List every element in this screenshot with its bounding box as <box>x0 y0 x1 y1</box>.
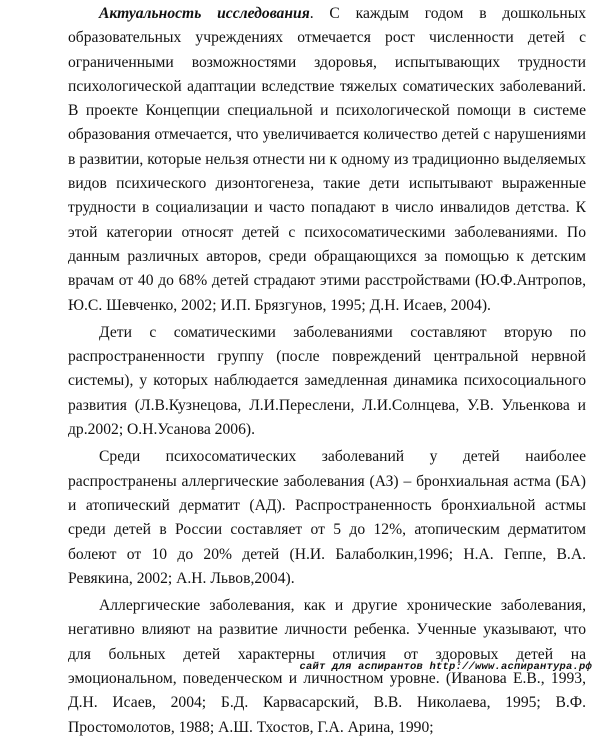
paragraph-allergic-diseases <box>68 445 586 591</box>
paragraph-relevance <box>68 2 586 318</box>
paragraph-text: Дети с соматическими заболеваниями составляют вторую по распространенности группу (после повреждений центральной нервной системы), у которых наблюдается замедленная динамика психосоциального развития (Л.В.Кузнецова, Л.И.Переслени, Л.И.Солнцева, У.В. Ульенкова и др.2002; О.Н.Усанова 2006). <box>68 323 586 439</box>
paragraph-text: Аллергические заболевания, как и другие хронические заболевания, негативно влияют на развитие личности ребенка. Ученные указывают, что для больных детей характерны отличия от здоровых детей на эмоциональном, поведенческом и личностном уровне. (Иванова Е.В., 1993, Д.Н. Исаев, 2004; Б.Д. Карвасарский, В.В. Николаева, 1995; В.Ф. Простомолотов, 1988; А.Ш. Тхостов, Г.А. Арина, 1990; <box>68 597 586 736</box>
paragraph-somatic-children <box>68 321 586 442</box>
paragraph-text: . С каждым годом в дошкольных образовательных учреждениях отмечается рост численности детей с ограниченными возможностями здоровья, испытывающих трудности психологической адаптации вследствие тяжелых соматических заболеваний. В проекте Концепции специальной и психологической помощи в системе образования отмечается, что увеличивается количество детей с нарушениями в развитии, которые нельзя отнести ни к одному из традиционно выделяемых видов психического дизонтогенеза, такие дети испытывают выраженные трудности в социализации и часто попадают в число инвалидов детства. К этой категории относят детей с психосоматическими заболеваниями. По данным различных авторов, среди обращающихся за помощью к детским врачам от 40 до 68% детей страдают этими расстройствами (Ю.Ф.Антропов, Ю.С. Шевченко, 2002; И.П. Брязгунов, 1995; Д.Н. Исаев, 2004). <box>68 5 586 314</box>
paragraph-text: Среди психосоматических заболеваний у детей наиболее распространены аллергические заболевания (АЗ) – бронхиальная астма (БА) и атопический дерматит (АД). Распространенность бронхиальной астмы среди детей в России составляет от 5 до 12%, атопическим дерматитом болеют от 10 до 20% детей (Н.И. Балаболкин,1996; Н.А. Геппе, В.А. Ревякина, 2002; А.Н. Львов,2004). <box>68 448 586 587</box>
paragraph-lead-heading: Актуальность исследования <box>99 5 310 22</box>
footer-watermark-link[interactable]: сайт для аспирантов http://www.аспирантура.рф <box>299 661 592 673</box>
